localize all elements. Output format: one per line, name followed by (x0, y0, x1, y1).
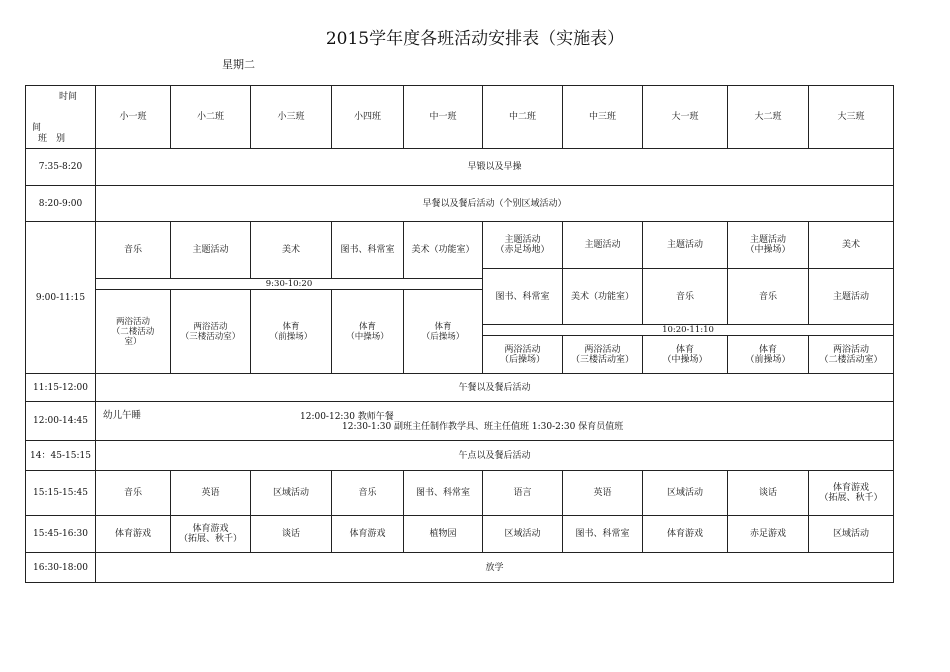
class-header-4: 小四班 (332, 86, 404, 149)
table-row (26, 186, 894, 222)
activity-cell: 美术（功能室） (563, 269, 643, 325)
class-header-5: 中一班 (404, 86, 483, 149)
activity-cell: 两浴活动 （三楼活动室） (171, 290, 251, 374)
activity-cell: 午点以及餐后活动 (96, 441, 894, 471)
activity-cell: 图书、科常室 (483, 269, 563, 325)
time-cell: 16:30-18:00 (26, 553, 96, 583)
class-header-7: 中三班 (563, 86, 643, 149)
activity-cell: 体育 （前操场） (728, 336, 809, 374)
activity-cell: 音乐 (728, 269, 809, 325)
table-row (26, 222, 894, 269)
duty-schedule-label: 12:30-1:30 副班主任制作教学具、班主任值班 1:30-2:30 保育员值班 (342, 422, 624, 432)
activity-cell: 谈话 (251, 516, 332, 553)
activity-cell: 两浴活动 （三楼活动室） (563, 336, 643, 374)
class-header-10: 大三班 (809, 86, 894, 149)
sub-period-time: 9:30-10:20 (96, 279, 483, 290)
time-cell: 12:00-14:45 (26, 402, 96, 441)
activity-cell: 音乐 (96, 222, 171, 279)
table-row (26, 402, 894, 441)
activity-cell: 体育 （后操场） (404, 290, 483, 374)
schedule-table (25, 85, 894, 583)
activity-cell: 区域活动 (251, 471, 332, 516)
activity-cell: 主题活动 （中操场） (728, 222, 809, 269)
time-cell: 9:00-11:15 (26, 222, 96, 374)
activity-cell: 图书、科常室 (563, 516, 643, 553)
sub-period-time: 10:20-11:10 (483, 325, 894, 336)
activity-cell: 谈话 (728, 471, 809, 516)
activity-cell: 美术 (251, 222, 332, 279)
activity-cell: 午餐以及餐后活动 (96, 374, 894, 402)
activity-cell: 早锻以及早操 (96, 149, 894, 186)
activity-cell: 赤足游戏 (728, 516, 809, 553)
activity-cell: 体育游戏 (332, 516, 404, 553)
table-row (26, 471, 894, 516)
table-row (26, 441, 894, 471)
activity-cell: 区域活动 (483, 516, 563, 553)
corner-class-label: 班 别 (38, 134, 66, 144)
activity-cell: 体育 （中操场） (332, 290, 404, 374)
activity-cell: 两浴活动 （后操场） (483, 336, 563, 374)
header-corner-cell (26, 86, 96, 149)
time-cell: 15:15-15:45 (26, 471, 96, 516)
class-header-3: 小三班 (251, 86, 332, 149)
activity-cell: 语言 (483, 471, 563, 516)
weekday-label: 星期二 (222, 58, 255, 71)
activity-cell: 美术（功能室） (404, 222, 483, 279)
table-row (26, 553, 894, 583)
activity-cell: 主题活动 (171, 222, 251, 279)
class-header-1: 小一班 (96, 86, 171, 149)
activity-cell: 英语 (171, 471, 251, 516)
activity-cell: 放学 (96, 553, 894, 583)
document-title: 2015学年度各班活动安排表（实施表） (325, 29, 625, 49)
header-row (26, 86, 894, 149)
time-cell: 15:45-16:30 (26, 516, 96, 553)
corner-time-label: 时间 (59, 92, 78, 102)
class-header-8: 大一班 (643, 86, 728, 149)
activity-cell: 区域活动 (643, 471, 728, 516)
activity-cell: 图书、科常室 (404, 471, 483, 516)
time-cell: 8:20-9:00 (26, 186, 96, 222)
class-header-9: 大二班 (728, 86, 809, 149)
nap-label: 幼儿午睡 (103, 410, 142, 421)
activity-cell: 主题活动 （赤足场地） (483, 222, 563, 269)
corner-jian-label: 间 (32, 123, 42, 133)
activity-cell: 主题活动 (809, 269, 894, 325)
table-row (26, 374, 894, 402)
activity-cell: 音乐 (96, 471, 171, 516)
activity-cell: 体育 （前操场） (251, 290, 332, 374)
activity-cell: 图书、科常室 (332, 222, 404, 279)
activity-cell: 两浴活动 （二楼活动室） (809, 336, 894, 374)
table-row (26, 149, 894, 186)
time-cell: 14：45-15:15 (26, 441, 96, 471)
class-header-6: 中二班 (483, 86, 563, 149)
nap-duty-cell (96, 402, 894, 441)
time-cell: 7:35-8:20 (26, 149, 96, 186)
activity-cell: 主题活动 (563, 222, 643, 269)
class-header-2: 小二班 (171, 86, 251, 149)
activity-cell: 音乐 (332, 471, 404, 516)
activity-cell: 美术 (809, 222, 894, 269)
activity-cell: 英语 (563, 471, 643, 516)
activity-cell: 体育游戏 （拓展、秋千） (171, 516, 251, 553)
activity-cell: 音乐 (643, 269, 728, 325)
activity-cell: 体育 （中操场） (643, 336, 728, 374)
activity-cell: 区域活动 (809, 516, 894, 553)
activity-cell: 主题活动 (643, 222, 728, 269)
activity-cell: 体育游戏 (96, 516, 171, 553)
activity-cell: 体育游戏 （拓展、秋千） (809, 471, 894, 516)
activity-cell: 植物园 (404, 516, 483, 553)
activity-cell: 早餐以及餐后活动（个别区域活动） (96, 186, 894, 222)
table-row (26, 516, 894, 553)
activity-cell: 体育游戏 (643, 516, 728, 553)
teacher-lunch-label: 12:00-12:30 教师午餐 (300, 412, 394, 422)
time-cell: 11:15-12:00 (26, 374, 96, 402)
activity-cell: 两浴活动 （二楼活动 室） (96, 290, 171, 374)
